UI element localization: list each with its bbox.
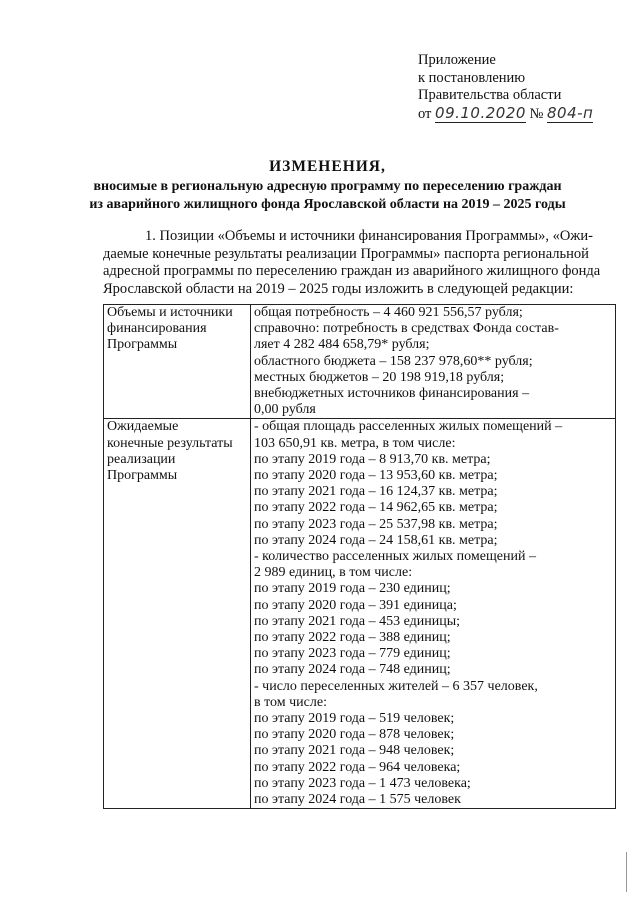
label-line: финансирования: [107, 321, 207, 337]
value-line: по этапу 2022 года – 388 единиц;: [254, 630, 451, 646]
label-cell: [104, 305, 251, 419]
value-line: - количество расселенных жилых помещений –: [254, 549, 536, 565]
title-subtitle-line-1: вносимые в региональную адресную программу по переселению граждан: [93, 179, 562, 194]
title-subtitle-line-2: из аварийного жилищного фонда Ярославской области на 2019 – 2025 годы: [89, 197, 566, 212]
value-line: 2 989 единиц, в том числе:: [254, 565, 413, 581]
appendix-line-2: к постановлению: [418, 69, 526, 86]
value-line: по этапу 2022 года – 964 человека;: [254, 759, 461, 775]
appendix-date-line: [418, 105, 628, 124]
value-line: по этапу 2020 года – 13 953,60 кв. метра;: [254, 468, 498, 484]
value-line: по этапу 2024 года – 1 575 человек: [254, 792, 461, 808]
value-line: по этапу 2024 года – 748 единиц;: [254, 662, 451, 678]
value-line: по этапу 2023 года – 1 473 человека;: [254, 775, 471, 791]
value-line: по этапу 2024 года – 24 158,61 кв. метра;: [254, 532, 498, 548]
appendix-line-1: Приложение: [418, 52, 496, 68]
label-line: Программы: [107, 337, 178, 353]
value-cell: [251, 419, 616, 809]
value-line: справочно: потребность в средствах Фонда состав-: [254, 321, 559, 337]
value-line: по этапу 2020 года – 878 человек;: [254, 727, 455, 743]
intro-paragraph: [103, 228, 609, 298]
handwritten-number: 804-п: [547, 103, 594, 122]
paragraph-line: адресной программы по переселению граждан из аварийного жилищного фонда: [103, 263, 601, 279]
label-line: конечные результаты: [107, 435, 233, 451]
table-row-financing: [104, 305, 616, 419]
value-line: по этапу 2021 года – 453 единицы;: [254, 613, 461, 629]
value-line: по этапу 2019 года – 230 единиц;: [254, 581, 451, 597]
value-cell: [251, 305, 616, 419]
label-line: Объемы и источники: [107, 305, 233, 320]
label-line: реализации: [107, 451, 176, 467]
value-line: по этапу 2019 года – 8 913,70 кв. метра;: [254, 451, 491, 467]
value-line: местных бюджетов – 20 198 919,18 рубля;: [254, 369, 505, 385]
value-line: - общая площадь расселенных жилых помещений –: [254, 419, 563, 435]
paragraph-line: 1. Позиции «Объемы и источники финансирования Программы», «Ожи-: [145, 228, 593, 244]
value-line: по этапу 2019 года – 519 человек;: [254, 711, 455, 727]
appendix-block: [418, 52, 628, 123]
value-line: областного бюджета – 158 237 978,60** рубля;: [254, 353, 533, 369]
document-title: [40, 157, 615, 213]
value-line: 0,00 рубля: [254, 402, 316, 418]
value-line: по этапу 2022 года – 14 962,65 кв. метра;: [254, 500, 498, 516]
value-line: по этапу 2021 года – 948 человек;: [254, 743, 455, 759]
value-line: по этапу 2023 года – 779 единиц;: [254, 646, 451, 662]
title-heading: ИЗМЕНЕНИЯ,: [269, 158, 386, 175]
value-line: по этапу 2023 года – 25 537,98 кв. метра;: [254, 516, 498, 532]
number-sign: №: [529, 105, 544, 122]
paragraph-line: даемые конечные результаты реализации Программы» паспорта региональной: [103, 245, 589, 262]
value-line: в том числе:: [254, 694, 327, 710]
paragraph-line: Ярославской области на 2019 – 2025 годы изложить в следующей редакции:: [103, 280, 574, 297]
scan-edge-mark: [626, 852, 627, 892]
value-line: внебюджетных источников финансирования –: [254, 386, 530, 402]
label-cell: [104, 419, 251, 809]
value-line: - число переселенных жителей – 6 357 человек,: [254, 678, 538, 694]
value-line: по этапу 2020 года – 391 единица;: [254, 597, 457, 613]
appendix-line-3: Правительства области: [418, 87, 562, 103]
value-line: ляет 4 282 484 658,79* рубля;: [254, 337, 430, 353]
value-line: общая потребность – 4 460 921 556,57 рубля;: [254, 305, 523, 320]
handwritten-date: 09.10.2020: [435, 103, 526, 122]
passport-table: [103, 304, 616, 809]
label-line: Ожидаемые: [107, 419, 179, 435]
appendix-prefix: от: [418, 105, 432, 122]
label-line: Программы: [107, 468, 178, 484]
value-line: по этапу 2021 года – 16 124,37 кв. метра;: [254, 484, 498, 500]
value-line: 103 650,91 кв. метра, в том числе:: [254, 435, 456, 451]
table-row-results: [104, 419, 616, 809]
